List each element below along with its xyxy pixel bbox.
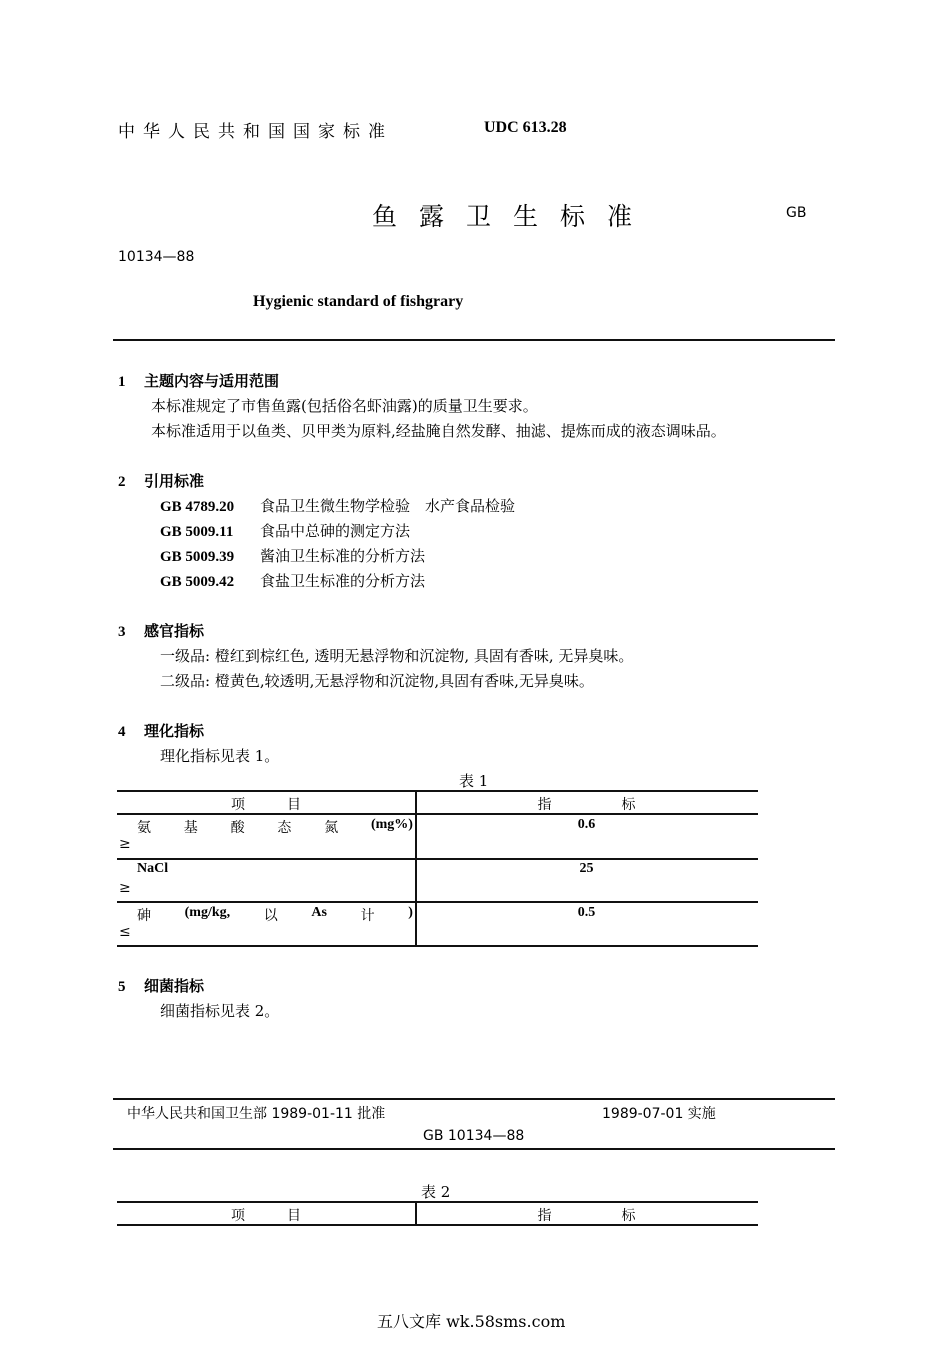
table-row-value: 0.5 [577, 905, 596, 920]
section-title: 主题内容与适用范围 [144, 372, 280, 390]
reference-item [160, 570, 425, 591]
reference-code: GB 5009.11 [160, 524, 234, 540]
table-rule [117, 945, 758, 947]
section-title: 引用标准 [144, 472, 205, 490]
section-4-heading [118, 720, 204, 741]
section-number: 1 [118, 374, 126, 390]
reference-item [160, 520, 410, 541]
section-4-paragraph: 理化指标见表 1。 [160, 747, 280, 765]
reference-title: 酱油卫生标准的分析方法 [260, 547, 426, 565]
implementation-date: 1989-07-01 实施 [602, 1106, 716, 1122]
table-rule [117, 901, 758, 903]
footer-rule-bottom [113, 1148, 835, 1150]
table-row-symbol: ≤ [119, 924, 131, 940]
section-1-paragraph: 本标准规定了市售鱼露(包括俗名虾油露)的质量卫生要求。 [151, 397, 538, 415]
table-row-item: 氨 基 酸 态 氮 (mg%) [137, 817, 413, 836]
table-2-caption: 表 2 [421, 1183, 451, 1201]
section-3-paragraph: 一级品: 橙红到棕红色, 透明无悬浮物和沉淀物, 具固有香味, 无异臭味。 [160, 647, 634, 665]
table-header-value: 指 标 [537, 1208, 636, 1224]
table-rule [117, 858, 758, 860]
reference-title: 食品卫生微生物学检验 水产食品检验 [260, 497, 516, 515]
table-header-item: 项 目 [231, 797, 301, 813]
table-row-symbol: ≥ [119, 836, 131, 852]
table-row-value: 25 [579, 861, 594, 876]
table-header-value: 指 标 [537, 797, 636, 813]
document-title: 鱼露卫生标准 [372, 202, 655, 231]
section-number: 5 [118, 979, 126, 995]
section-title: 细菌指标 [144, 977, 205, 995]
footer-rule-top [113, 1098, 835, 1100]
udc-code: UDC 613.28 [484, 119, 567, 136]
gb-prefix: GB [786, 205, 807, 221]
table-row-item: NaCl [137, 861, 169, 876]
approval-info: 中华人民共和国卫生部 1989-01-11 批准 [127, 1106, 386, 1122]
english-title: Hygienic standard of fishgrary [253, 293, 464, 310]
reference-item [160, 495, 515, 516]
section-3-paragraph: 二级品: 橙黄色,较透明,无悬浮物和沉淀物,具固有香味,无异臭味。 [160, 672, 594, 690]
table-header-item: 项 目 [231, 1208, 301, 1224]
reference-item [160, 545, 425, 566]
reference-title: 食品中总砷的测定方法 [260, 522, 411, 540]
reference-code: GB 5009.42 [160, 574, 235, 590]
table-row-symbol: ≥ [119, 880, 131, 896]
section-5-paragraph: 细菌指标见表 2。 [160, 1002, 280, 1020]
watermark: 五八文库 wk.58sms.com [377, 1312, 566, 1331]
section-number: 3 [118, 624, 126, 640]
gb-number: 10134—88 [118, 249, 195, 265]
section-3-heading [118, 620, 204, 641]
section-title: 感官指标 [144, 622, 205, 640]
section-1-heading [118, 370, 279, 391]
table-row-value: 0.6 [577, 817, 596, 832]
table-row-item: 砷 (mg/kg, 以 As 计 ) [137, 905, 413, 924]
reference-code: GB 4789.20 [160, 499, 235, 515]
section-title: 理化指标 [144, 722, 205, 740]
reference-code: GB 5009.39 [160, 549, 235, 565]
section-2-heading [118, 470, 204, 491]
table-rule [117, 1201, 758, 1203]
section-1-paragraph: 本标准适用于以鱼类、贝甲类为原料,经盐腌自然发酵、抽滤、提炼而成的液态调味品。 [151, 422, 726, 440]
national-standard-label: 中华人民共和国国家标准 [118, 122, 393, 142]
table-rule [117, 790, 758, 792]
header-divider [113, 339, 835, 341]
table-1-caption: 表 1 [459, 772, 489, 790]
reference-title: 食盐卫生标准的分析方法 [260, 572, 426, 590]
section-number: 2 [118, 474, 126, 490]
section-5-heading [118, 975, 204, 996]
footer-gb-code: GB 10134—88 [423, 1128, 525, 1144]
section-number: 4 [118, 724, 126, 740]
